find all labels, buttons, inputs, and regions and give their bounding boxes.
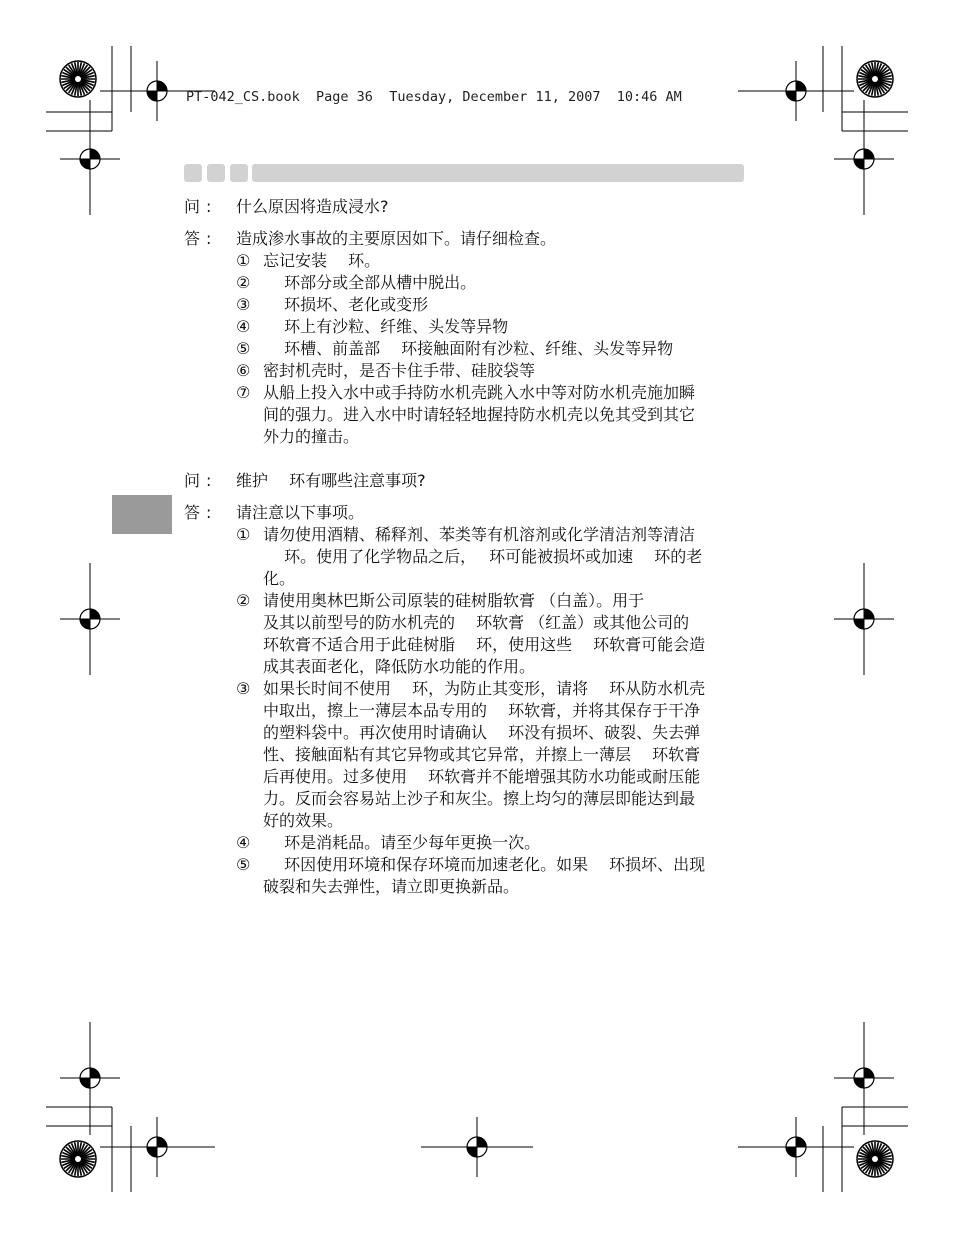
text-line: 环软膏不适合用于此硅树脂 环，使用这些 环软膏可能会造 <box>263 635 706 654</box>
list-number: ④ <box>236 833 251 852</box>
text-line: 化。 <box>263 569 296 588</box>
qa-block <box>184 470 754 898</box>
label-colon: : <box>206 503 212 522</box>
text-line: 从船上投入水中或手持防水机壳跳入水中等对防水机壳施加瞬 <box>263 383 696 402</box>
list-item-text <box>263 854 745 898</box>
list-number: ③ <box>236 679 251 698</box>
chapter-side-tab <box>112 495 172 534</box>
text-line: 密封机壳时，是否卡住手带、硅胶袋等 <box>263 361 536 380</box>
list-item <box>236 590 754 678</box>
text-line: 环部分或全部从槽中脱出。 <box>263 273 477 292</box>
book-page-header: PT-042_CS.book Page 36 Tuesday, December 11, 2007 10:46 AM <box>186 89 682 105</box>
answer-block <box>184 502 754 898</box>
text-line: 及其以前型号的防水机壳的 环软膏 （红盖）或其他公司的 <box>263 613 690 632</box>
label-colon: : <box>206 471 212 490</box>
question-text: 维护 环有哪些注意事项? <box>236 471 426 490</box>
list-item <box>236 524 754 590</box>
text-line: 力。反而会容易站上沙子和灰尘。擦上均匀的薄层即能达到最 <box>263 789 696 808</box>
faq-content <box>184 196 754 898</box>
section-square-2 <box>207 164 225 182</box>
answer-list <box>236 524 754 898</box>
list-item <box>236 294 754 316</box>
section-title-bar <box>252 164 744 182</box>
list-item <box>236 854 754 898</box>
list-number: ① <box>236 251 251 270</box>
question-row <box>184 196 754 218</box>
list-item-text <box>263 524 745 590</box>
question-label: 问 <box>184 471 201 490</box>
text-line: 好的效果。 <box>263 811 344 830</box>
list-item-text <box>263 678 745 832</box>
list-item-text <box>263 272 745 294</box>
text-line: 间的强力。进入水中时请轻轻地握持防水机壳以免其受到其它 <box>263 405 696 424</box>
list-number: ⑥ <box>236 361 251 380</box>
text-line: 环是消耗品。请至少每年更换一次。 <box>263 833 541 852</box>
text-line: 环因使用环境和保存环境而加速老化。如果 环损坏、出现 <box>263 855 706 874</box>
text-line: 请使用奥林巴斯公司原装的硅树脂软膏 （白盖）。用于 <box>263 591 645 610</box>
answer-block <box>184 228 754 448</box>
qa-block <box>184 196 754 448</box>
answer-list <box>236 250 754 448</box>
answer-text: 造成渗水事故的主要原因如下。请仔细检查。 <box>236 229 557 248</box>
list-number: ⑦ <box>236 383 251 402</box>
list-item-text <box>263 338 745 360</box>
section-square-3 <box>230 164 248 182</box>
text-line: 后再使用。过多使用 环软膏并不能增强其防水功能或耐压能 <box>263 767 701 786</box>
list-item-text <box>263 316 745 338</box>
list-item <box>236 382 754 448</box>
list-number: ⑤ <box>236 339 251 358</box>
list-number: ② <box>236 273 251 292</box>
list-item <box>236 338 754 360</box>
question-row <box>184 470 754 492</box>
answer-row <box>184 228 754 250</box>
text-line: 忘记安装 环。 <box>263 251 381 270</box>
text-line: 请勿使用酒精、稀释剂、苯类等有机溶剂或化学清洁剂等清洁 <box>263 525 696 544</box>
list-number: ⑤ <box>236 855 251 874</box>
list-number: ③ <box>236 295 251 314</box>
list-number: ② <box>236 591 251 610</box>
label-colon: : <box>206 197 212 216</box>
list-item <box>236 316 754 338</box>
question-text: 什么原因将造成浸水? <box>236 197 389 216</box>
section-square-1 <box>184 164 202 182</box>
list-item <box>236 250 754 272</box>
label-colon: : <box>206 229 212 248</box>
answer-row <box>184 502 754 524</box>
text-line: 如果长时间不使用 环，为防止其变形，请将 环从防水机壳 <box>263 679 706 698</box>
text-line: 破裂和失去弹性，请立即更换新品。 <box>263 877 520 896</box>
list-item <box>236 832 754 854</box>
list-number: ① <box>236 525 251 544</box>
answer-text: 请注意以下事项。 <box>236 503 365 522</box>
list-item <box>236 272 754 294</box>
text-line: 成其表面老化，降低防水功能的作用。 <box>263 657 536 676</box>
text-line: 的塑料袋中。再次使用时请确认 环没有损坏、破裂、失去弹 <box>263 723 701 742</box>
text-line: 中取出，擦上一薄层本品专用的 环软膏，并将其保存于干净 <box>263 701 701 720</box>
list-item <box>236 360 754 382</box>
list-item-text <box>263 294 745 316</box>
text-line: 环槽、前盖部 环接触面附有沙粒、纤维、头发等异物 <box>263 339 674 358</box>
list-item-text <box>263 382 745 448</box>
list-item-text <box>263 360 745 382</box>
text-line: 外力的撞击。 <box>263 427 360 446</box>
question-label: 问 <box>184 197 201 216</box>
text-line: 性、接触面粘有其它异物或其它异常，并擦上一薄层 环软膏 <box>263 745 701 764</box>
answer-label: 答 <box>184 503 201 522</box>
list-number: ④ <box>236 317 251 336</box>
answer-label: 答 <box>184 229 201 248</box>
list-item-text <box>263 250 745 272</box>
list-item-text <box>263 832 745 854</box>
text-line: 环损坏、老化或变形 <box>263 295 429 314</box>
list-item <box>236 678 754 832</box>
text-line: 环上有沙粒、纤维、头发等异物 <box>263 317 509 336</box>
list-item-text <box>263 590 745 678</box>
text-line: 环。使用了化学物品之后， 环可能被损坏或加速 环的老 <box>263 547 703 566</box>
